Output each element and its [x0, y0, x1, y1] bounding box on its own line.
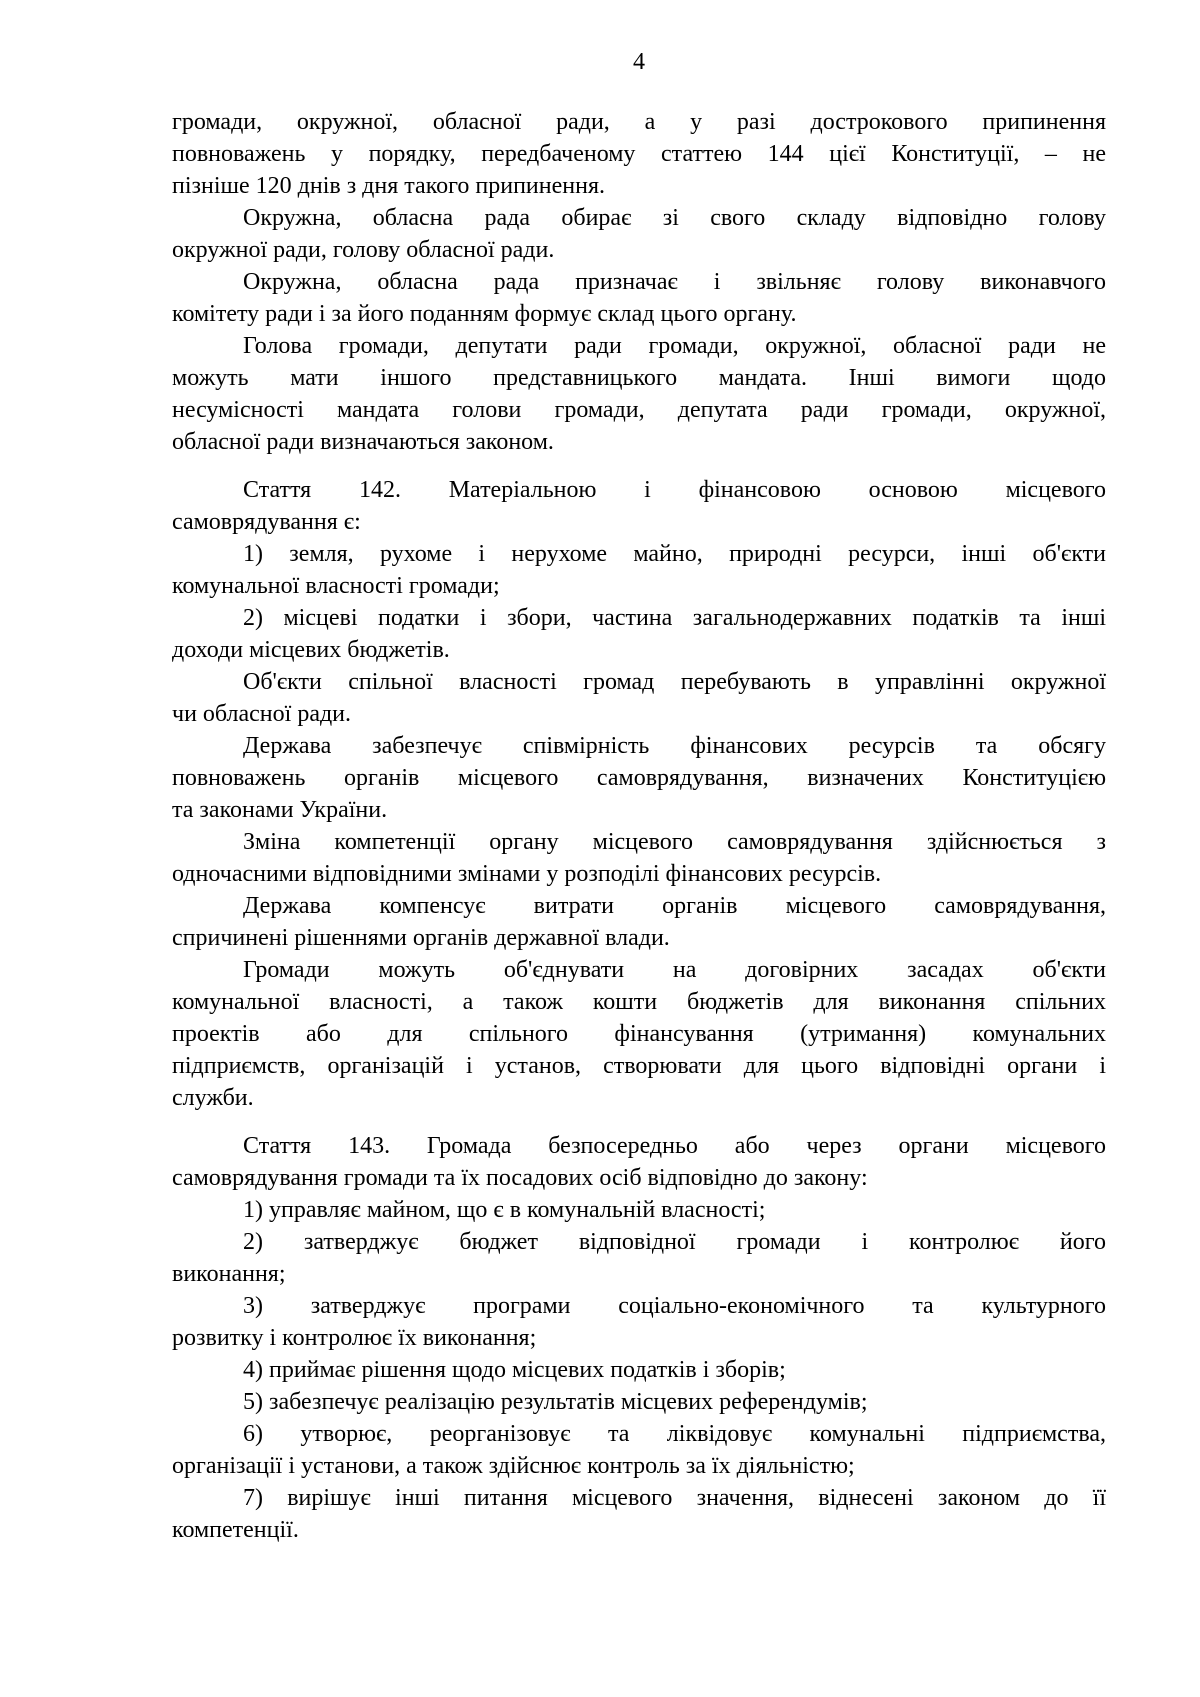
text-line: комітету ради і за його поданням формує склад цього органу.	[172, 301, 797, 327]
text-line: виконання;	[172, 1261, 286, 1287]
paragraph-item-1	[172, 1194, 1106, 1226]
text-line: 2) місцеві податки і збори, частина загальнодержавних податків та інші	[243, 605, 1106, 631]
text-line: розвитку і контролює їх виконання;	[172, 1325, 537, 1351]
text-line: одночасними відповідними змінами у розподілі фінансових ресурсів.	[172, 861, 882, 887]
text-line: Громади можуть об'єднувати на договірних засадах об'єкти	[243, 957, 1106, 983]
text-line: 6) утворює, реорганізовує та ліквідовує комунальні підприємства,	[243, 1421, 1106, 1447]
text-line: компетенції.	[172, 1517, 299, 1543]
text-line: громади, окружної, обласної ради, а у разі дострокового припинення	[172, 109, 1106, 135]
text-line: 1) управляє майном, що є в комунальній власності;	[243, 1197, 766, 1223]
text-line: та законами України.	[172, 797, 388, 823]
paragraph	[172, 266, 1106, 330]
paragraph-article-142	[172, 474, 1106, 538]
text-line: Стаття 143. Громада безпосередньо або через органи місцевого	[243, 1133, 1106, 1159]
text-line: служби.	[172, 1085, 254, 1111]
paragraph	[172, 106, 1106, 202]
text-line: пізніше 120 днів з дня такого припинення.	[172, 173, 605, 199]
text-line: доходи місцевих бюджетів.	[172, 637, 450, 663]
paragraph	[172, 890, 1106, 954]
text-line: 1) земля, рухоме і нерухоме майно, природні ресурси, інші об'єкти	[243, 541, 1106, 567]
paragraph	[172, 730, 1106, 826]
text-line: організації і установи, а також здійснює контроль за їх діяльністю;	[172, 1453, 855, 1479]
text-line: несумісності мандата голови громади, депутата ради громади, окружної,	[172, 397, 1106, 423]
paragraph-item-2	[172, 1226, 1106, 1290]
paragraph	[172, 666, 1106, 730]
paragraph-item-6	[172, 1418, 1106, 1482]
text-line: чи обласної ради.	[172, 701, 352, 727]
paragraph-article-143	[172, 1130, 1106, 1194]
paragraph	[172, 202, 1106, 266]
text-line: 7) вирішує інші питання місцевого значення, віднесені законом до її	[243, 1485, 1106, 1511]
paragraph	[172, 826, 1106, 890]
text-line: Стаття 142. Матеріальною і фінансовою основою місцевого	[243, 477, 1106, 503]
paragraph-item-2	[172, 602, 1106, 666]
text-line: підприємств, організацій і установ, створювати для цього відповідні органи і	[172, 1053, 1106, 1079]
paragraph-item-5	[172, 1386, 1106, 1418]
paragraph	[172, 954, 1106, 1114]
text-line: Держава забезпечує співмірність фінансових ресурсів та обсягу	[243, 733, 1106, 759]
text-line: проектів або для спільного фінансування (утримання) комунальних	[172, 1021, 1106, 1047]
text-line: 3) затверджує програми соціально-економічного та культурного	[243, 1293, 1106, 1319]
paragraph	[172, 330, 1106, 458]
text-line: Голова громади, депутати ради громади, окружної, обласної ради не	[243, 333, 1106, 359]
page-number: 4	[633, 49, 645, 75]
text-line: комунальної власності громади;	[172, 573, 500, 599]
text-line: самоврядування громади та їх посадових осіб відповідно до закону:	[172, 1165, 868, 1191]
text-line: Об'єкти спільної власності громад перебувають в управлінні окружної	[243, 669, 1106, 695]
text-line: 5) забезпечує реалізацію результатів місцевих референдумів;	[243, 1389, 868, 1415]
text-line: Зміна компетенції органу місцевого самоврядування здійснюється з	[243, 829, 1106, 855]
text-line: обласної ради визначаються законом.	[172, 429, 554, 455]
text-line: Держава компенсує витрати органів місцевого самоврядування,	[243, 893, 1106, 919]
text-line: 4) приймає рішення щодо місцевих податків і зборів;	[243, 1357, 786, 1383]
text-line: самоврядування є:	[172, 509, 361, 535]
text-line: Окружна, обласна рада призначає і звільняє голову виконавчого	[243, 269, 1106, 295]
text-line: Окружна, обласна рада обирає зі свого складу відповідно голову	[243, 205, 1106, 231]
text-line: 2) затверджує бюджет відповідної громади і контролює його	[243, 1229, 1106, 1255]
text-line: можуть мати іншого представницького мандата. Інші вимоги щодо	[172, 365, 1106, 391]
paragraph-item-1	[172, 538, 1106, 602]
paragraph-item-7	[172, 1482, 1106, 1546]
paragraph-item-3	[172, 1290, 1106, 1354]
text-line: повноважень у порядку, передбаченому статтею 144 цієї Конституції, – не	[172, 141, 1106, 167]
text-line: комунальної власності, а також кошти бюджетів для виконання спільних	[172, 989, 1106, 1015]
paragraph-item-4	[172, 1354, 1106, 1386]
text-line: повноважень органів місцевого самоврядування, визначених Конституцією	[172, 765, 1106, 791]
text-line: окружної ради, голову обласної ради.	[172, 237, 555, 263]
text-line: спричинені рішеннями органів державної влади.	[172, 925, 670, 951]
